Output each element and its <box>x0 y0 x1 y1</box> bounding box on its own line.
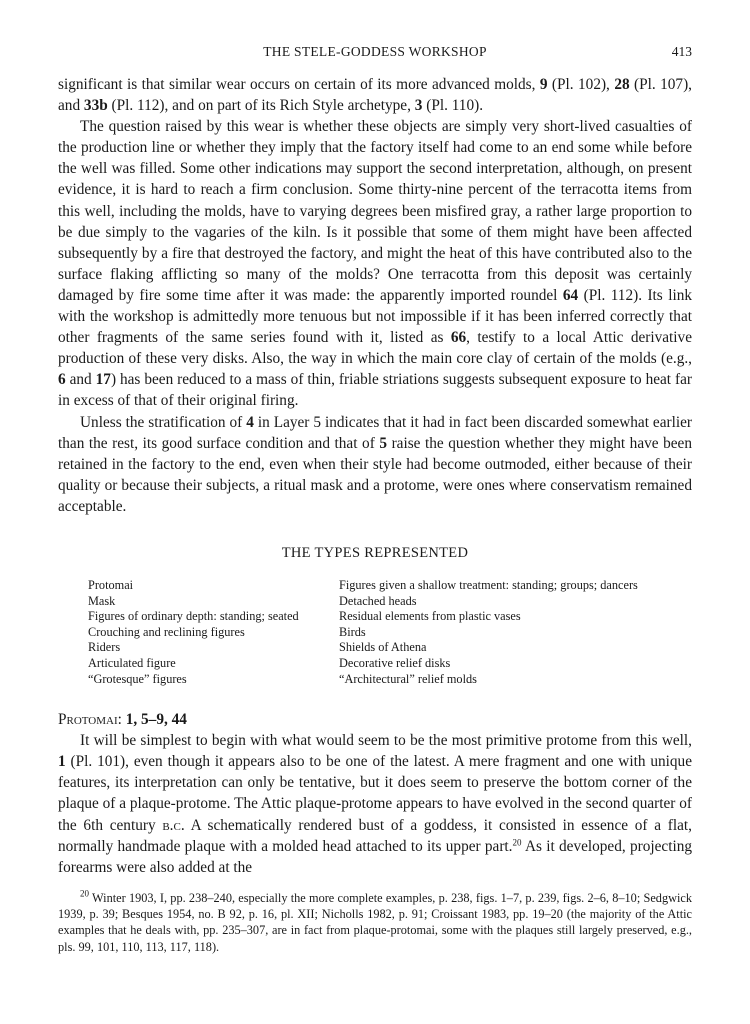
text-run: (Pl. 107), and <box>58 76 692 115</box>
text-run: raise the question whether they might have been retained in the factory to the end, even when their style had become outmoded, either because of their quality or because their subjects, a ritual mask and a protome, were ones where conservatism remained acceptable. <box>58 434 692 515</box>
text-run: , testify to a local Attic derivative production of these very disks. Also, the way in which the main core clay of certain of the molds (e.g., <box>58 329 692 368</box>
catalogue-number: 33b <box>83 97 108 115</box>
catalogue-number: 17 <box>95 371 111 389</box>
types-left-column <box>88 578 339 687</box>
footnote-text: Winter 1903, I, pp. 238–240, especially the more complete examples, p. 238, figs. 1–7, p. 239, figs. 2–6, 8–10; Sedgwick 1939, p. 39; Besques 1954, no. B 92, p. 16, pl. XII; Nicholls 1982, p. 91; Croissant 1983, pp. 19–20 (the majority of the Attic examples that he deals with, pp. 235–307, are in fact from plaque-protomai, some with the plaques still largely preserved, e.g., pls. 99, 101, 110, 113, 117, 118). <box>58 890 693 954</box>
catalogue-number: 66 <box>450 329 467 347</box>
subheading-label: Protomai: <box>58 711 122 729</box>
text-run: (Pl. 112). Its link with the workshop is admittedly more tenuous but not impossible if it has been inferred correctly that other fragments of the same series found with it, listed as <box>58 286 692 347</box>
type-item: Crouching and reclining figures <box>88 624 245 639</box>
footnote-number: 20 <box>80 888 89 899</box>
text-run: A schematically rendered bust of a goddess, it consisted in essence of a flat, normally handmade plaque with a molded head attached to its upper part. <box>58 816 692 855</box>
text-run: The question raised by this wear is whether these objects are simply very short-lived casualties of the production line or whether they imply that the factory itself had come to an end some while before the well was filled. Some other indications may support the second interpretation, although, on present evidence, it is hard to reach a firm conclusion. Some thirty-nine percent of the terracotta items from this well, including the molds, have to varying degrees been misfired gray, a rather large proportion to be due simply to the vagaries of the kiln. Is it possible that some of them might have been affected subsequently by a fire that destroyed the factory, and might the heat of this have contributed also to the surface flaking afflicting so many of the molds? One terracotta from this deposit was certainly damaged by fire some time after it was made: the apparently imported roundel <box>58 118 692 304</box>
footnote-reference[interactable]: 20 <box>512 837 522 848</box>
type-item: Decorative relief disks <box>339 655 451 670</box>
type-item: Shields of Athena <box>339 640 427 655</box>
catalogue-number: 64 <box>562 286 579 304</box>
types-list <box>88 578 692 687</box>
catalogue-number: 1 <box>58 753 66 771</box>
type-item: Riders <box>88 640 121 655</box>
era-abbreviation: b.c. <box>162 816 185 834</box>
type-item: Figures of ordinary depth: standing; seated <box>88 609 299 624</box>
section-title-types: THE TYPES REPRESENTED <box>281 544 469 561</box>
type-item: Mask <box>88 593 116 608</box>
type-item: “Grotesque” figures <box>88 671 187 686</box>
type-item: Articulated figure <box>88 655 176 670</box>
text-run: As it developed, projecting forearms were also added at the <box>58 837 692 876</box>
type-item: Protomai <box>88 577 134 592</box>
catalogue-number: 6 <box>58 371 66 389</box>
paragraph-4 <box>58 730 692 878</box>
paragraph-1 <box>58 74 692 116</box>
catalogue-number: 3 <box>414 97 423 115</box>
type-item: Figures given a shallow treatment: standing; groups; dancers <box>339 577 638 592</box>
subheading-numbers: 1, 5–9, 44 <box>125 711 187 729</box>
subheading-protomai <box>58 709 692 730</box>
text-run: It will be simplest to begin with what would seem to be the most primitive protome from this well, <box>80 732 692 750</box>
text-run: Unless the stratification of <box>80 413 247 431</box>
text-run: ) has been reduced to a mass of thin, friable striations suggests subsequent exposure to heat far in excess of that of their original firing. <box>58 371 692 410</box>
catalogue-number: 28 <box>614 76 630 93</box>
page-body <box>58 74 692 955</box>
type-item: Birds <box>339 624 366 639</box>
footnote-20 <box>58 890 692 955</box>
text-run: (Pl. 102), <box>547 76 615 93</box>
text-run: (Pl. 101), even though it appears also to be one of the latest. A mere fragment and one with unique features, its interpretation can only be tentative, but it does seem to preserve the bottom corner of the plaque of a plaque-protome. The Attic plaque-protome appears to have evolved in the second quarter of the 6th century <box>58 753 692 834</box>
paragraph-3 <box>58 412 692 517</box>
type-item: Detached heads <box>339 593 417 608</box>
text-run: in Layer 5 indicates that it had in fact been discarded somewhat earlier than the rest, its good surface condition and that of <box>58 413 692 452</box>
catalogue-number: 9 <box>539 76 548 93</box>
page-number: 413 <box>671 44 692 59</box>
catalogue-number: 5 <box>379 434 388 452</box>
text-run: (Pl. 112), and on part of its Rich Style archetype, <box>107 97 415 115</box>
text-run: and <box>65 371 96 389</box>
page-header <box>58 44 692 64</box>
paragraph-2 <box>58 116 692 411</box>
type-item: Residual elements from plastic vases <box>339 609 521 624</box>
text-run: (Pl. 110). <box>422 97 484 115</box>
type-item: “Architectural” relief molds <box>339 671 477 686</box>
text-run: significant is that similar wear occurs on certain of its more advanced molds, <box>58 76 540 93</box>
catalogue-number: 4 <box>246 413 254 431</box>
running-head: THE STELE-GODDESS WORKSHOP <box>263 44 487 59</box>
types-right-column <box>339 577 638 687</box>
